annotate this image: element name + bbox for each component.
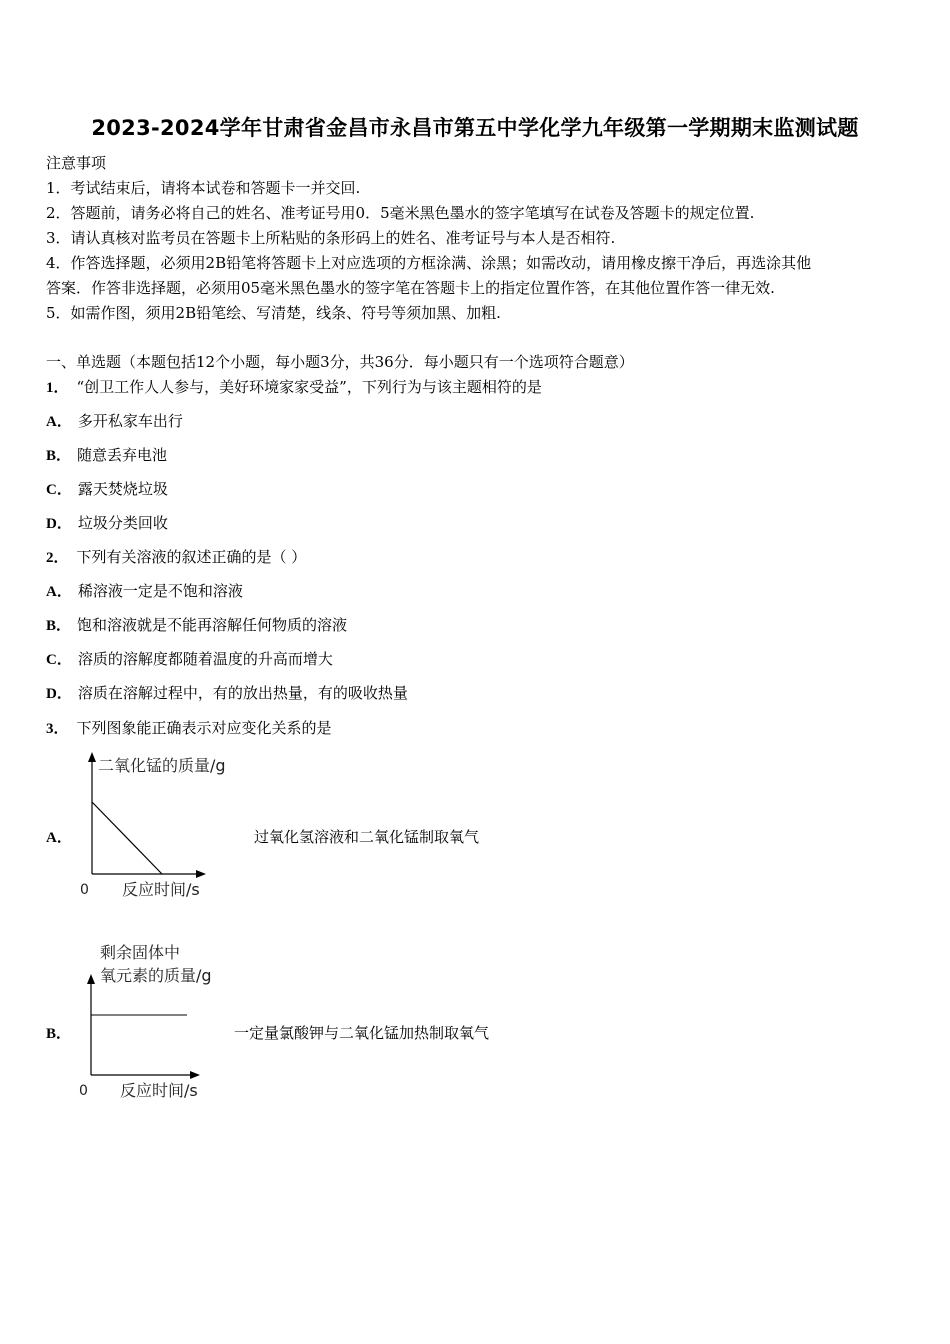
note-item: 1．考试结束后，请将本试卷和答题卡一并交回.: [46, 179, 361, 197]
option-text: 饱和溶液就是不能再溶解任何物质的溶液: [77, 616, 348, 634]
option-letter: B．: [46, 618, 72, 634]
q2-option-c[interactable]: [46, 648, 333, 669]
option-letter: A．: [46, 830, 72, 846]
note-item: 4．作答选择题，必须用2B铅笔将答题卡上对应选项的方框涂满、涂黑；如需改动，请用橡皮擦干净后，再选涂其他: [46, 254, 812, 272]
graph-b: [70, 940, 260, 1105]
option-letter: A．: [46, 414, 72, 430]
y-axis-label-line2: 氧元素的质量/g: [100, 966, 212, 985]
origin-label: 0: [80, 882, 89, 898]
option-text: 溶质的溶解度都随着温度的升高而增大: [77, 650, 333, 668]
option-letter: A．: [46, 584, 72, 600]
q1-option-d[interactable]: [46, 512, 168, 533]
option-text: 垃圾分类回收: [77, 514, 168, 532]
x-axis-arrow: [196, 870, 206, 878]
origin-label: 0: [79, 1083, 88, 1099]
option-letter: B．: [46, 448, 72, 464]
x-axis-label: 反应时间/s: [122, 880, 200, 899]
y-axis-arrow: [87, 974, 95, 984]
option-text: 稀溶液一定是不饱和溶液: [77, 582, 243, 600]
q1-option-c[interactable]: [46, 478, 168, 499]
question-number: 2．: [46, 550, 69, 566]
note-item: 5．如需作图，须用2B铅笔绘、写清楚，线条、符号等须加黑、加粗.: [46, 304, 501, 322]
graph-a: [70, 750, 260, 900]
question-stem: “创卫工作人人参与，美好环境家家受益”，下列行为与该主题相符的是: [76, 378, 542, 396]
note-item: 答案．作答非选择题，必须用05毫米黑色墨水的签字笔在答题卡上的指定位置作答，在其他位置作答一律无效.: [46, 279, 775, 297]
x-axis-arrow: [190, 1071, 200, 1079]
option-letter: D．: [46, 686, 72, 702]
question-number: 1．: [46, 380, 69, 396]
option-text: 多开私家车出行: [77, 412, 183, 430]
q1-option-a[interactable]: [46, 410, 183, 431]
q1-option-b[interactable]: [46, 444, 167, 465]
section-heading: 一、单选题（本题包括12个小题，每小题3分，共36分．每小题只有一个选项符合题意）: [46, 353, 634, 371]
exam-title: 2023-2024学年甘肃省金昌市永昌市第五中学化学九年级第一学期期末监测试题: [91, 116, 859, 140]
question-number: 3．: [46, 721, 69, 737]
option-letter: C．: [46, 482, 72, 498]
option-letter: D．: [46, 516, 72, 532]
y-axis-label-line1: 剩余固体中: [100, 943, 181, 962]
y-axis-arrow: [88, 752, 96, 762]
option-text: 露天焚烧垃圾: [77, 480, 168, 498]
q2-option-b[interactable]: [46, 614, 347, 635]
question-3: [46, 717, 332, 738]
option-text: 随意丢弃电池: [77, 446, 168, 464]
option-letter: C．: [46, 652, 72, 668]
q3-option-a-caption: 过氧化氢溶液和二氧化锰制取氧气: [254, 828, 480, 846]
question-1: [46, 376, 542, 397]
question-2: [46, 546, 306, 567]
q2-option-d[interactable]: [46, 682, 408, 703]
q3-option-b-caption: 一定量氯酸钾与二氧化锰加热制取氧气: [234, 1024, 490, 1042]
x-axis-label: 反应时间/s: [120, 1081, 198, 1100]
option-letter: B．: [46, 1026, 72, 1042]
note-item: 2．答题前，请务必将自己的姓名、准考证号用0．5毫米黑色墨水的签字笔填写在试卷及答题卡的规定位置.: [46, 204, 755, 222]
note-item: 3．请认真核对监考员在答题卡上所粘贴的条形码上的姓名、准考证号与本人是否相符.: [46, 229, 616, 247]
y-axis-label: 二氧化锰的质量/g: [98, 756, 226, 775]
notes-heading: 注意事项: [46, 154, 107, 172]
data-line: [92, 802, 162, 874]
question-stem: 下列有关溶液的叙述正确的是（ ）: [76, 548, 307, 566]
option-text: 溶质在溶解过程中，有的放出热量，有的吸收热量: [77, 684, 408, 702]
question-stem: 下列图象能正确表示对应变化关系的是: [76, 719, 332, 737]
q2-option-a[interactable]: [46, 580, 243, 601]
